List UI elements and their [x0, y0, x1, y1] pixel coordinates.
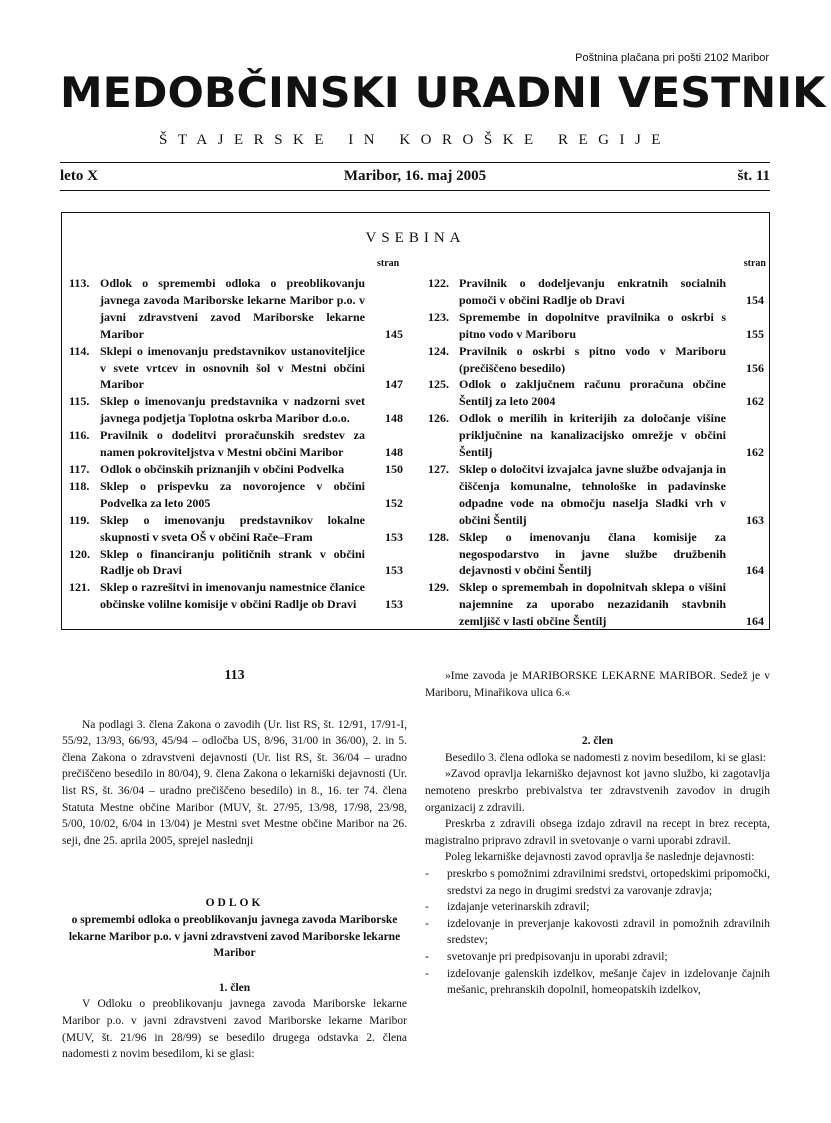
toc-entry-title: Sklep o imenovanju člana komisije za negospodarstvo in javne službe družbenih dejavnosti v občini Šentilj [459, 529, 726, 578]
list-dash: - [425, 901, 429, 914]
toc-entry [69, 478, 405, 512]
toc-entry-title: Sklep o financiranju političnih strank v občini Radlje ob Dravi [100, 546, 365, 578]
toc-entry-page: 152 [385, 495, 403, 510]
toc-entry-title: Pravilnik o dodelitvi proračunskih sredstev za namen pokroviteljstva v Mestni občini Maribor [100, 428, 365, 460]
list-dash: - [425, 967, 429, 980]
toc-entry-number: 120. [69, 546, 90, 561]
quote-activity: »Zavod opravlja lekarniško dejavnost kot javno službo, ki zagotavlja nemoteno preskrbo prebivalstva ter zdravstvenih zavodov in drugih organizacij z zdravili. [425, 768, 770, 814]
toc-entry-number: 129. [428, 580, 449, 595]
list-item [425, 916, 770, 949]
toc-entry-title: Spremembe in dopolnitve pravilnika o oskrbi s pitno vodo v Mariboru [459, 309, 726, 341]
list-item [425, 866, 770, 899]
toc-entry-title: Odlok o merilih in kriterijih za določanje višine priključnine na kanalizacijsko omrežje v občini Šentilj [459, 411, 726, 460]
article-2-heading: 2. člen [581, 735, 614, 748]
toc-entry-title: Sklep o imenovanju predstavnikov lokalne skupnosti v sveta OŠ v občini Rače–Fram [100, 512, 365, 544]
odlok-subtitle: o spremembi odloka o preoblikovanju javnega zavoda Mariborske lekarne Maribor p.o. v javni zdravstveni zavod Mariborske lekarne Maribor [68, 913, 401, 960]
section-number: 113 [224, 668, 245, 683]
toc-entry-number: 128. [428, 529, 449, 544]
toc-entry [428, 275, 766, 309]
toc-entry [69, 512, 405, 546]
toc-entry-number: 123. [428, 309, 449, 324]
toc-entry-number: 127. [428, 461, 449, 476]
toc-entry [69, 579, 405, 613]
toc-entry-title: Odlok o občinskih priznanjih v občini Podvelka [100, 461, 345, 476]
list-dash: - [425, 917, 429, 930]
toc-entry [69, 393, 405, 427]
toc-entry-page: 153 [385, 529, 403, 544]
toc-entry [428, 410, 766, 461]
supply-paragraph: Preskrba z zdravili obsega izdajo zdravil na recept in brez recepta, magistralno pripravo zdravil in svetovanje o varni uporabi zdravil. [425, 818, 770, 847]
toc-entry-page: 164 [746, 614, 764, 629]
list-dash: - [425, 867, 429, 880]
list-item [425, 949, 770, 966]
toc-page-label-left: stran [377, 258, 400, 269]
issue-number: št. 11 [737, 168, 770, 184]
list-item-text: izdajanje veterinarskih zdravil; [447, 901, 590, 914]
article-right-column [425, 668, 770, 999]
table-of-contents [61, 212, 770, 630]
toc-page-label-right: stran [743, 258, 766, 269]
article-1-heading: 1. člen [218, 981, 251, 994]
list-item [425, 966, 770, 999]
toc-entry-page: 148 [385, 411, 403, 426]
toc-entry [428, 343, 766, 377]
list-dash: - [425, 950, 429, 963]
toc-entry-page: 153 [385, 597, 403, 612]
toc-entry [428, 461, 766, 529]
toc-entry-page: 145 [385, 326, 403, 341]
toc-entry [69, 343, 405, 394]
toc-entry [428, 579, 766, 630]
toc-entry [69, 546, 405, 580]
toc-entry-title: Sklep o spremembah in dopolnitvah sklepa o višini najemnine za uporabo nezazidanih stavbnih zemljišč v lasti občine Šentilj [459, 580, 726, 629]
toc-entry [428, 309, 766, 343]
list-item-text: preskrbo s pomožnimi zdravilnimi sredstvi, ortopedskimi pripomočki, sredstvi za nego in drugimi sredstvi za varovanje zdravja; [447, 867, 770, 897]
odlok-title: ODLOK [205, 897, 264, 910]
toc-entry-number: 126. [428, 411, 449, 426]
toc-entry-number: 121. [69, 580, 90, 595]
toc-entry-title: Sklep o razrešitvi in imenovanju namestnice članice občinske volilne komisije v občini Radlje ob Dravi [100, 580, 365, 612]
toc-entry [69, 461, 405, 478]
toc-title: VSEBINA [365, 230, 466, 246]
toc-entry-number: 118. [69, 478, 90, 493]
article-1-text: V Odloku o preoblikovanju javnega zavoda Mariborske lekarne Maribor p.o. v javni zdravstveni zavod Mariborske lekarne Maribor (MUV, št. 21/96 in 28/99) se besedilo drugega odstavka 2. člena nadomesti z novim besedilom, ki se glasi: [62, 998, 407, 1061]
toc-entry-title: Odlok o zaključnem računu proračuna občine Šentilj za leto 2004 [459, 377, 726, 409]
toc-entry [428, 529, 766, 580]
toc-entry-page: 163 [746, 512, 764, 527]
toc-entry-page: 162 [746, 394, 764, 409]
toc-entry [428, 376, 766, 410]
journal-subtitle: ŠTAJERSKE IN KOROŠKE REGIJE [159, 132, 671, 148]
toc-entry-title: Sklepi o imenovanju predstavnikov ustanoviteljice v svete vrtcev in osnovnih šol v Mestni občini Maribor [100, 343, 365, 392]
toc-entry-title: Sklep o določitvi izvajalca javne službe odvajanja in čiščenja komunalne, tehnološke in padavinske odpadne vode na območju naselja Sladki vrh v občini Šentilj [459, 461, 726, 527]
toc-entry-page: 155 [746, 326, 764, 341]
preamble: Na podlagi 3. člena Zakona o zavodih (Ur. list RS, št. 12/91, 17/91-I, 55/92, 13/93, 66/93, 45/94 – odločba US, 8/96, 31/00 in 36/00), 2. in 5. člena Zakona o zdravstveni dejavnosti (Ur. list RS, št. 36/04 – uradno prečiščeno besedilo in 80/04), 9. člena Zakona o lekarniški dejavnosti (Ur. list RS, št. 36/04 – uradno prečiščeno besedilo) in 8., 16. ter 74. člena Statuta Mestne občine Maribor (MUV, št. 27/95, 13/98, 17/98, 23/98, 5/00, 10/02, 6/04 in 13/04) je Mestni svet Mestne občine Maribor na 26. seji, dne 25. aprila 2005, sprejel naslednji [62, 718, 407, 847]
issue-year: leto X [60, 168, 98, 184]
toc-entry-title: Pravilnik o dodeljevanju enkratnih socialnih pomoči v občini Radlje ob Dravi [459, 276, 726, 307]
list-item-text: izdelovanje galenskih izdelkov, mešanje čajev in izdelovanje čajnih mešanic, prehranskih dopolnil, homeopatskih izdelkov, [447, 967, 770, 997]
toc-entry [69, 275, 405, 343]
toc-entry-number: 124. [428, 343, 449, 358]
toc-entry-page: 154 [746, 292, 764, 307]
activity-list [425, 866, 770, 999]
journal-title: MEDOBČINSKI URADNI VESTNIK [60, 68, 826, 117]
list-item-text: izdelovanje in preverjanje kakovosti zdravil in pomožnih zdravilnih sredstev; [447, 917, 770, 947]
header-rule-bottom [60, 190, 770, 191]
issue-place-date: Maribor, 16. maj 2005 [343, 168, 487, 184]
toc-entry-number: 113. [69, 276, 90, 290]
toc-entry-title: Pravilnik o oskrbi s pitno vodo v Mariboru (prečiščeno besedilo) [459, 343, 726, 375]
toc-entry-page: 162 [746, 445, 764, 460]
toc-entry-number: 125. [428, 377, 449, 392]
toc-entry-number: 114. [69, 343, 90, 358]
toc-entry-page: 147 [385, 377, 403, 392]
toc-entry-title: Odlok o spremembi odloka o preoblikovanju javnega zavoda Mariborske lekarne Maribor p.o. v javni zdravstveni zavod Mariborske lekarne Maribor [100, 276, 365, 341]
toc-entry-page: 153 [385, 563, 403, 578]
other-activities-paragraph: Poleg lekarniške dejavnosti zavod opravlja še naslednje dejavnosti: [445, 851, 755, 864]
toc-entry-number: 122. [428, 276, 449, 290]
toc-entry-number: 119. [69, 512, 90, 527]
header-rule-top [60, 162, 770, 163]
toc-entry-page: 164 [746, 563, 764, 578]
toc-entry-number: 117. [69, 461, 90, 476]
list-item-text: svetovanje pri predpisovanju in uporabi zdravil; [447, 950, 668, 963]
toc-entry-number: 116. [69, 428, 90, 443]
postage-note: Poštnina plačana pri pošti 2102 Maribor [575, 52, 769, 64]
toc-entry-title: Sklep o prispevku za novorojence v občini Podvelka za leto 2005 [100, 478, 365, 510]
toc-column-left [69, 275, 405, 613]
toc-entry [69, 427, 405, 461]
article-left-column [62, 668, 407, 1063]
toc-entry-page: 156 [746, 360, 764, 375]
toc-entry-number: 115. [69, 394, 90, 409]
toc-entry-title: Sklep o imenovanju predstavnika v nadzorni svet javnega podjetja Toplotna oskrba Maribor d.o.o. [100, 394, 365, 426]
quote-name-seat: »Ime zavoda je MARIBORSKE LEKARNE MARIBOR. Sedež je v Mariboru, Minařikova ulica 6.« [425, 670, 770, 699]
toc-column-right [428, 275, 766, 630]
article-2-text: Besedilo 3. člena odloka se nadomesti z novim besedilom, ki se glasi: [445, 751, 766, 764]
list-item [425, 899, 770, 916]
toc-entry-page: 148 [385, 445, 403, 460]
toc-entry-page: 150 [385, 461, 403, 476]
